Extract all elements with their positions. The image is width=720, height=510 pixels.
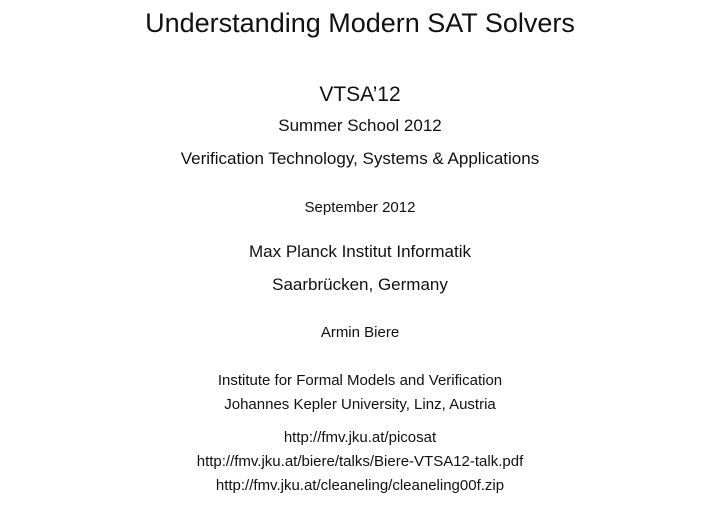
link-cleaneling-zip: http://fmv.jku.at/cleaneling/cleaneling00f.zip [215,477,505,494]
conference-name: VTSA’12 [319,83,401,106]
venue-city: Saarbrücken, Germany [272,275,448,294]
school-series-name: Verification Technology, Systems & Applications [180,149,540,168]
venue-institute: Max Planck Institut Informatik [248,242,472,261]
slide-title: Understanding Modern SAT Solvers [145,8,575,38]
affiliation-line-2: Johannes Kepler University, Linz, Austria [224,396,496,413]
summer-school-label: Summer School 2012 [278,116,442,135]
author-name: Armin Biere [320,324,400,341]
presentation-date: September 2012 [304,199,416,216]
link-talk-pdf: http://fmv.jku.at/biere/talks/Biere-VTSA12-talk.pdf [196,453,524,470]
link-picosat: http://fmv.jku.at/picosat [283,429,437,446]
affiliation-line-1: Institute for Formal Models and Verification [217,372,503,389]
